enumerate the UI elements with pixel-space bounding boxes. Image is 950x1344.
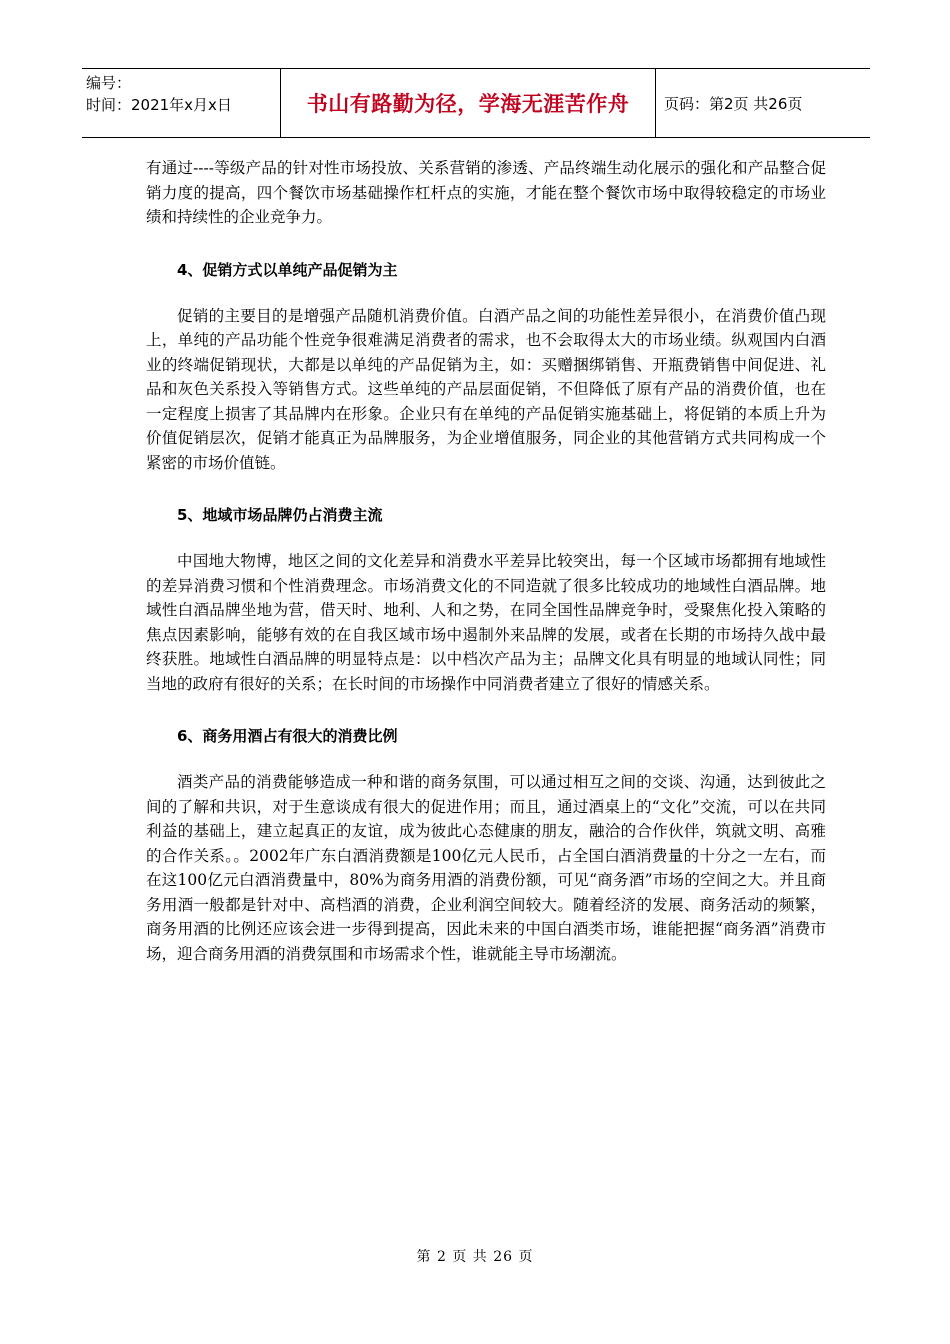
section-paragraph-5: 中国地大物博，地区之间的文化差异和消费水平差异比较突出，每一个区域市场都拥有地域性的差异消费习惯和个性消费理念。市场消费文化的不同造就了很多比较成功的地域性白酒品牌。地域性白酒品牌坐地为营，借天时、地利、人和之势，在同全国性品牌竞争时，受聚焦化投入策略的焦点因素影响，能够有效的在自我区域市场中遏制外来品牌的发展，或者在长期的市场持久战中最终获胜。地域性白酒品牌的明显特点是：以中档次产品为主；品牌文化具有明显的地域认同性；同当地的政府有很好的关系；在长时间的市场操作中同消费者建立了很好的情感关系。 — [146, 552, 826, 693]
intro-paragraph: 有通过----等级产品的针对性市场投放、关系营销的渗透、产品终端生动化展示的强化和产品整合促销力度的提高，四个餐饮市场基础操作杠杆点的实施，才能在整个餐饮市场中取得较稳定的市场业绩和持续性的企业竞争力。 — [146, 159, 826, 226]
section-heading-6: 6、商务用酒占有很大的消费比例 — [177, 727, 398, 745]
motto: 书山有路勤为径，学海无涯苦作舟 — [306, 92, 630, 116]
header-meta — [82, 69, 280, 137]
time-label: 时间：2021年x月x日 — [86, 96, 232, 114]
header-page-cell — [656, 69, 870, 137]
page-footer: 第 2 页 共 26 页 — [416, 1249, 534, 1265]
number-label: 编号： — [86, 74, 132, 92]
header-motto-cell — [280, 69, 656, 137]
section-paragraph-4: 促销的主要目的是增强产品随机消费价值。白酒产品之间的功能性差异很小，在消费价值凸现上，单纯的产品功能个性竞争很难满足消费者的需求，也不会取得太大的市场业绩。纵观国内白酒业的终端促销现状，大都是以单纯的产品促销为主，如：买赠捆绑销售、开瓶费销售中间促进、礼品和灰色关系投入等销售方式。这些单纯的产品层面促销，不但降低了原有产品的消费价值，也在一定程度上损害了其品牌内在形象。企业只有在单纯的产品促销实施基础上，将促销的本质上升为价值促销层次，促销才能真正为品牌服务，为企业增值服务，同企业的其他营销方式共同构成一个紧密的市场价值链。 — [146, 306, 826, 472]
page-label: 页码：第2页 共26页 — [664, 94, 803, 113]
section-paragraph-6: 酒类产品的消费能够造成一种和谐的商务氛围，可以通过相互之间的交谈、沟通，达到彼此之间的了解和共识，对于生意谈成有很大的促进作用；而且，通过酒桌上的“文化”交流，可以在共同利益的基础上，建立起真正的友谊，成为彼此心态健康的朋友，融洽的合作伙伴，筑就文明、高雅的合作关系。。2002年广东白酒消费额是100亿元人民币，占全国白酒消费量的十分之一左右，而在这100亿元白酒消费量中，80%为商务用酒的消费份额，可见“商务酒”市场的空间之大。并且商务用酒一般都是针对中、高档酒的消费，企业利润空间较大。随着经济的发展、商务活动的频繁，商务用酒的比例还应该会进一步得到提高，因此未来的中国白酒类市场，谁能把握“商务酒”消费市场，迎合商务用酒的消费氛围和市场需求个性，谁就能主导市场潮流。 — [146, 773, 826, 963]
page-header — [82, 68, 870, 138]
section-heading-5: 5、地域市场品牌仍占消费主流 — [177, 506, 383, 524]
document-body — [146, 156, 826, 966]
section-heading-4: 4、促销方式以单纯产品促销为主 — [177, 260, 398, 279]
